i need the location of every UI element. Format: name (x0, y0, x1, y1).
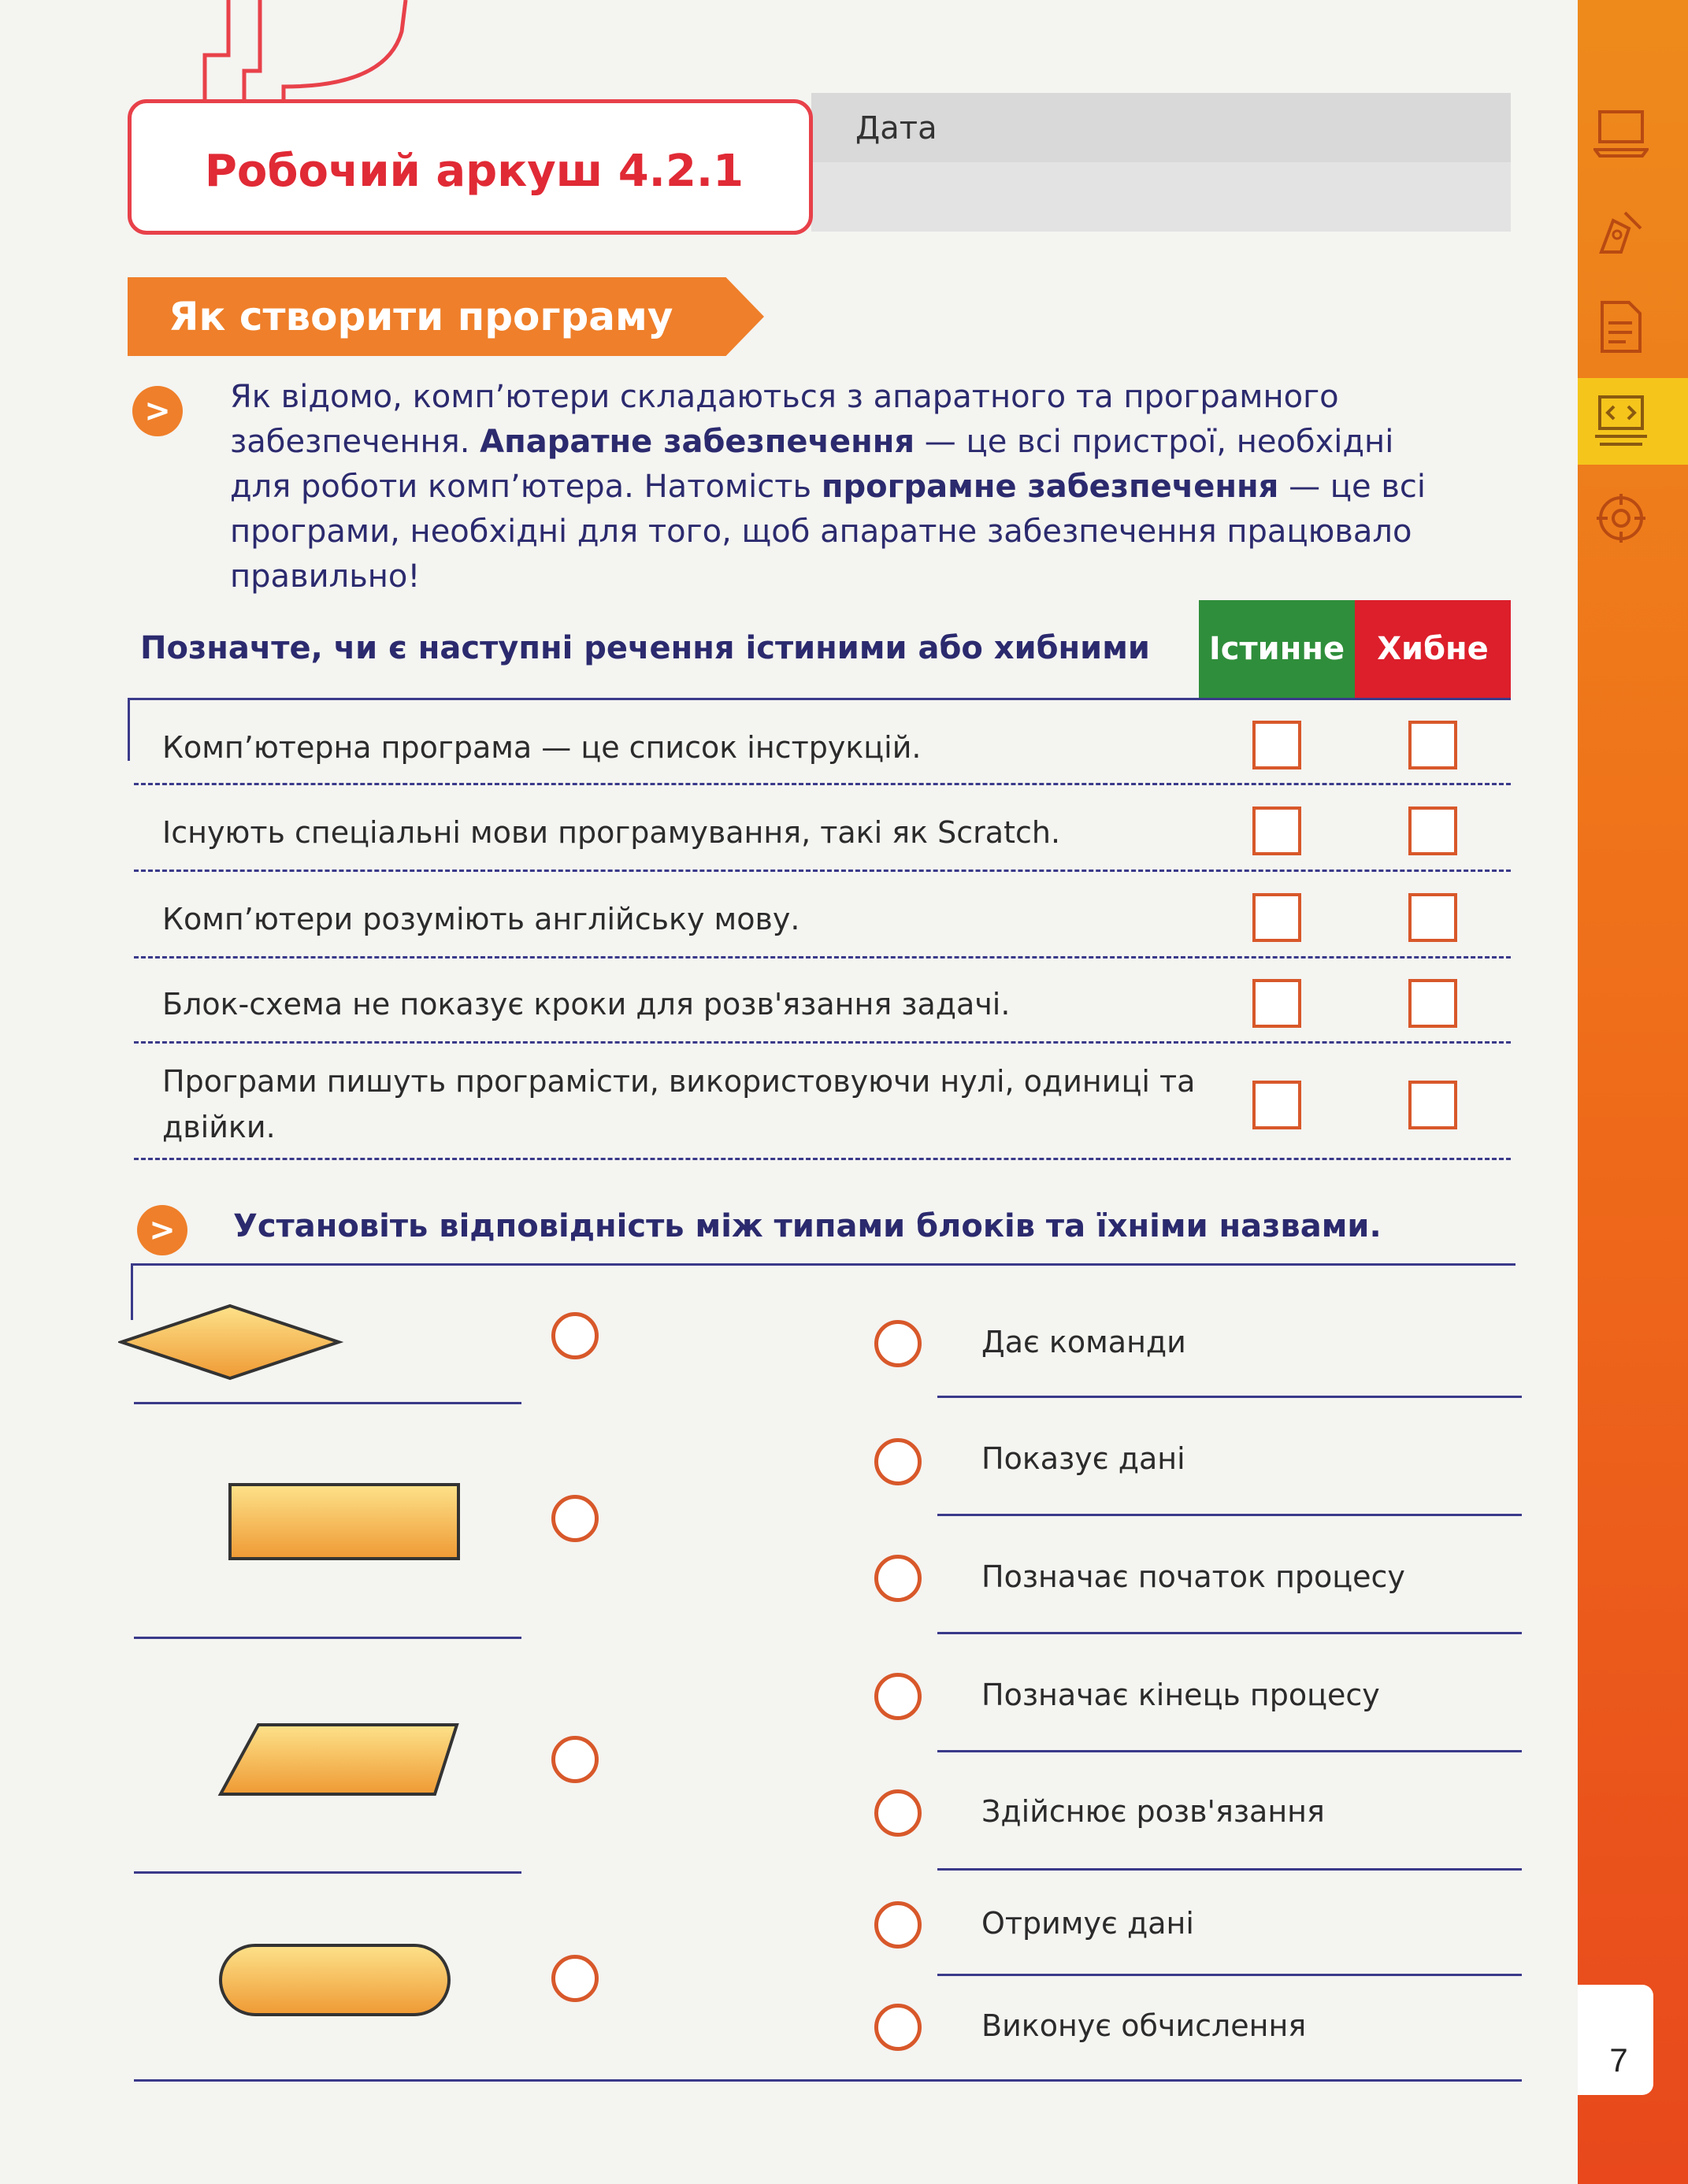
intro-paragraph: Як відомо, комп’ютери складаються з апаратного та програмного забезпечення. Апаратне забезпечення — це всі пристрої, необхідні для роботи комп’ютера. Натомість програмне забезпечення — це всі програми, необхідні для того, щоб апаратне забезпечення працювало правильно! (230, 379, 1426, 595)
document-icon[interactable] (1590, 295, 1653, 358)
answer-match-circle-2[interactable] (874, 1438, 922, 1485)
shape-match-circle-3[interactable] (551, 1736, 599, 1783)
process-rectangle-shape (230, 1485, 458, 1559)
design-icon[interactable] (1590, 201, 1653, 264)
false-checkbox-5[interactable] (1408, 1081, 1457, 1129)
answer-match-circle-1[interactable] (874, 1320, 922, 1367)
answer-1: Дає команди (981, 1325, 1186, 1359)
answer-match-circle-6[interactable] (874, 1901, 922, 1949)
cable-decoration (181, 0, 433, 110)
table-left-rule (128, 698, 130, 761)
shape-match-circle-2[interactable] (551, 1495, 599, 1542)
answer-match-circle-7[interactable] (874, 2004, 922, 2051)
answer-3: Позначає початок процесу (981, 1559, 1405, 1594)
worksheet-title-box (128, 99, 813, 235)
date-field-underbar (811, 162, 1511, 232)
answer-divider (937, 1396, 1522, 1398)
statement-2: Існують спеціальні мови програмування, такі як Scratch. (162, 815, 1061, 850)
true-checkbox-3[interactable] (1252, 893, 1301, 942)
shape-divider (134, 1637, 521, 1639)
false-checkbox-1[interactable] (1408, 721, 1457, 769)
matching-top-rule (131, 1263, 1515, 1266)
arrow-bullet-icon: > (137, 1205, 187, 1255)
code-screen-icon[interactable] (1590, 390, 1653, 453)
shape-match-circle-4[interactable] (551, 1955, 599, 2002)
answer-2: Показує дані (981, 1441, 1185, 1476)
true-checkbox-2[interactable] (1252, 806, 1301, 855)
flowchart-shapes (118, 1276, 480, 2111)
arrow-bullet-icon: > (132, 386, 183, 436)
answer-divider (937, 1868, 1522, 1871)
answer-divider (937, 1632, 1522, 1634)
answer-5: Здійснює розв'язання (981, 1794, 1325, 1829)
answer-divider (937, 1974, 1522, 1976)
page-number: 7 (1609, 2041, 1628, 2078)
false-checkbox-2[interactable] (1408, 806, 1457, 855)
answer-match-circle-5[interactable] (874, 1789, 922, 1837)
false-checkbox-3[interactable] (1408, 893, 1457, 942)
statement-3: Комп’ютери розуміють англійську мову. (162, 902, 800, 936)
answer-7: Виконує обчислення (981, 2008, 1307, 2043)
matching-heading: Установіть відповідність між типами блоків та їхніми назвами. (233, 1208, 1382, 1244)
true-column-header: Істинне (1199, 600, 1355, 698)
row-divider (134, 1041, 1511, 1044)
input-output-parallelogram-shape (221, 1725, 457, 1794)
computer-icon[interactable] (1590, 102, 1653, 165)
terminator-shape (221, 1945, 449, 2015)
section-title: Як створити програму (169, 294, 673, 339)
worksheet-title: Робочий аркуш 4.2.1 (204, 145, 744, 197)
answer-4: Позначає кінець процесу (981, 1678, 1380, 1712)
true-checkbox-1[interactable] (1252, 721, 1301, 769)
true-checkbox-4[interactable] (1252, 979, 1301, 1028)
true-checkbox-5[interactable] (1252, 1081, 1301, 1129)
answer-match-circle-3[interactable] (874, 1555, 922, 1602)
shape-match-circle-1[interactable] (551, 1312, 599, 1359)
matching-bottom-rule (134, 2079, 1522, 2082)
table-top-rule (128, 698, 1511, 700)
date-label: Дата (855, 110, 937, 146)
statement-1: Комп’ютерна програма — це список інструкцій. (162, 730, 922, 765)
false-checkbox-4[interactable] (1408, 979, 1457, 1028)
decision-diamond-shape (121, 1306, 339, 1378)
shape-divider (134, 1871, 521, 1874)
row-divider (134, 1158, 1511, 1160)
answer-match-circle-4[interactable] (874, 1673, 922, 1720)
answer-divider (937, 1514, 1522, 1516)
false-column-header: Хибне (1355, 600, 1511, 698)
row-divider (134, 783, 1511, 785)
statement-4: Блок-схема не показує кроки для розв'язання задачі. (162, 987, 1011, 1022)
settings-gear-icon[interactable] (1590, 487, 1653, 550)
row-divider (134, 870, 1511, 872)
row-divider (134, 956, 1511, 959)
statement-5: Програми пишуть програмісти, використовуючи нулі, одиниці та двійки. (162, 1064, 1196, 1144)
shape-divider (134, 1402, 521, 1404)
true-false-heading: Позначте, чи є наступні речення істиними або хибними (140, 630, 1150, 666)
answer-divider (937, 1750, 1522, 1752)
answer-6: Отримує дані (981, 1906, 1194, 1941)
